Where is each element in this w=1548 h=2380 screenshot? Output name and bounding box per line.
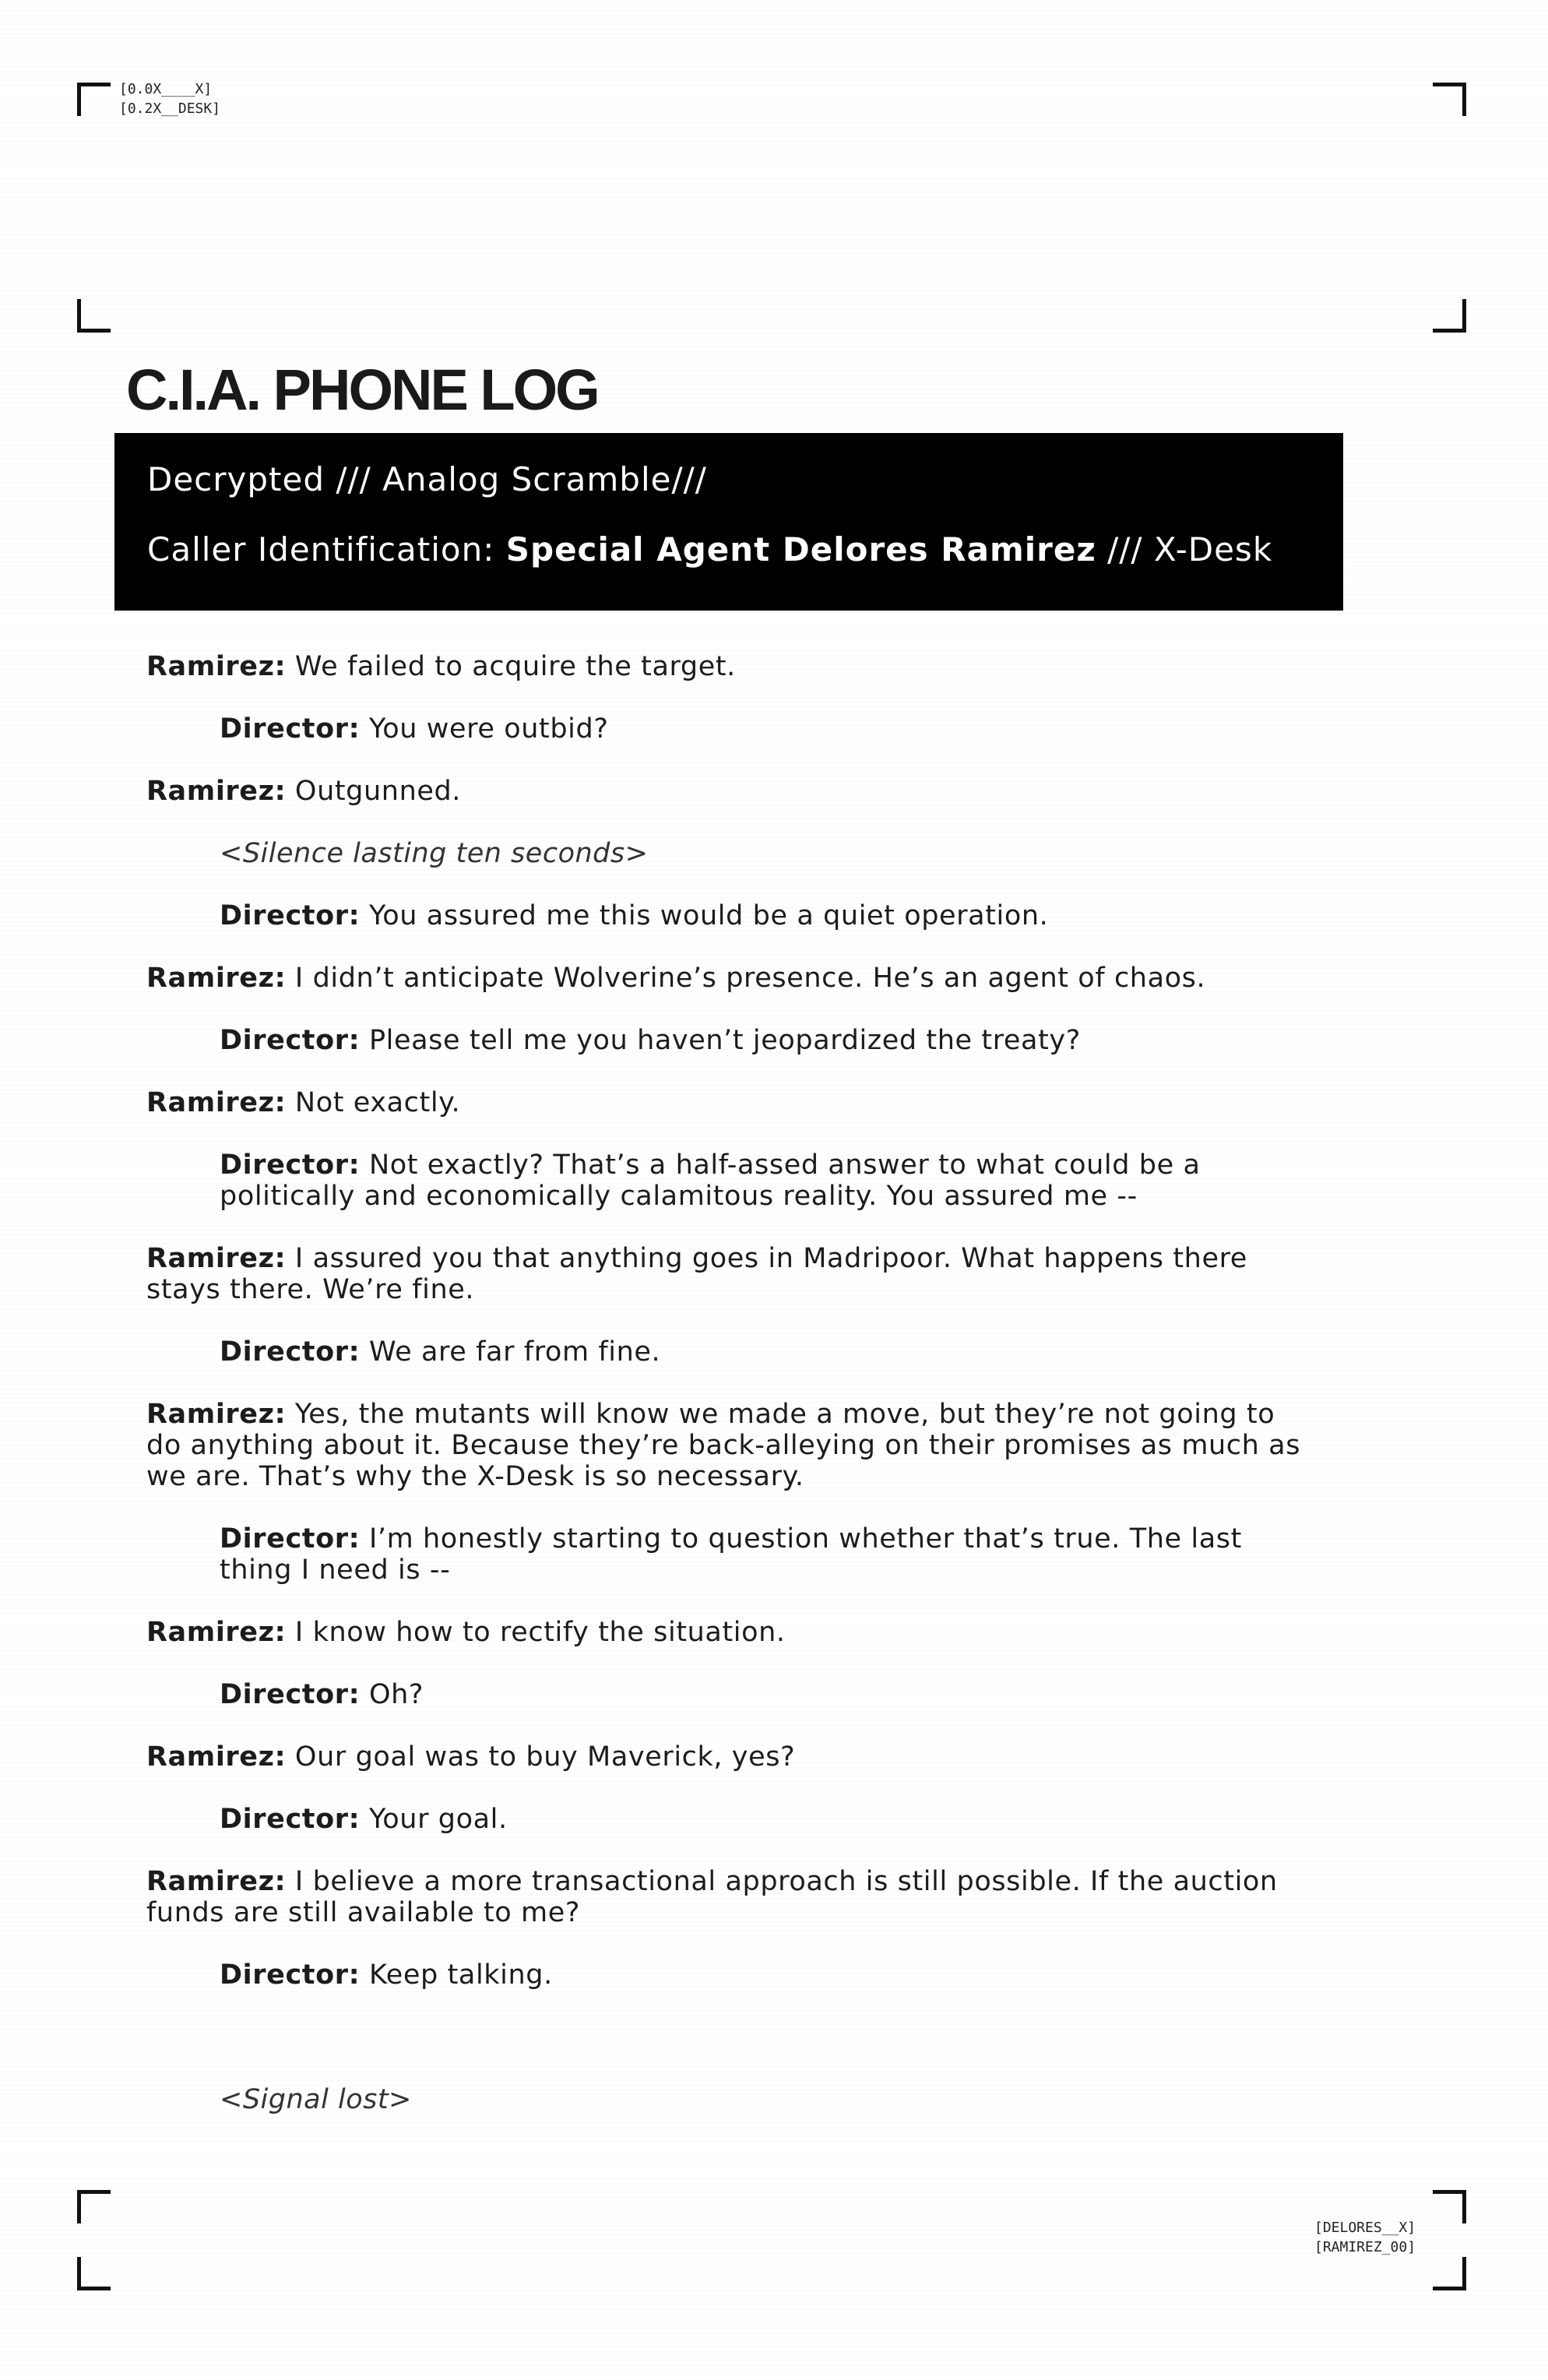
line-text: Not exactly? That’s a half-assed answer to what could be a politically and economically calamitous reality. You assured me --	[220, 1150, 1201, 1212]
corner-mark-bottom-right-lower	[1433, 2257, 1466, 2290]
speaker-label: Ramirez:	[146, 1617, 287, 1648]
transcript-line	[220, 1804, 1310, 1835]
transcript-line	[220, 1959, 1310, 1991]
speaker-label: Director:	[220, 1025, 361, 1056]
file-tag-line: [DELORES__X]	[1314, 2220, 1416, 2236]
speaker-label: Ramirez:	[146, 1741, 287, 1773]
transcript-line	[146, 651, 1314, 682]
line-text: Outgunned.	[286, 776, 462, 807]
caller-name: Special Agent Delores Ramirez	[505, 530, 1096, 569]
transcript-line	[146, 1741, 1314, 1773]
transcript-note: <Silence lasting ten seconds>	[220, 838, 649, 869]
speaker-label: Ramirez:	[146, 1866, 287, 1897]
line-text: Please tell me you haven’t jeopardized the treaty?	[360, 1025, 1081, 1056]
line-text: I’m honestly starting to question whether that’s true. The last thing I need is --	[220, 1523, 1242, 1586]
decryption-banner	[114, 433, 1343, 611]
transcript-line	[146, 963, 1314, 994]
transcript-line	[220, 900, 1310, 931]
line-text: I assured you that anything goes in Madripoor. What happens there stays there. We’re fine.	[146, 1243, 1247, 1305]
corner-mark-bottom-left-upper	[77, 2190, 111, 2223]
line-text: We failed to acquire the target.	[286, 651, 736, 682]
speaker-label: Director:	[220, 1150, 361, 1181]
line-text: Your goal.	[360, 1804, 508, 1835]
file-tag-line: [RAMIREZ_00]	[1314, 2239, 1416, 2255]
corner-mark-top-right-lower	[1433, 299, 1466, 333]
caller-label: Caller Identification:	[147, 530, 506, 569]
speaker-label: Director:	[220, 1679, 361, 1710]
transcript-note: <Signal lost>	[220, 2084, 412, 2115]
corner-mark-top-left-lower	[77, 299, 111, 333]
banner-caller-line	[147, 530, 1272, 569]
transcript-line	[220, 1336, 1310, 1368]
line-text: I know how to rectify the situation.	[286, 1617, 786, 1648]
speaker-label: Director:	[220, 1804, 361, 1835]
speaker-label: Ramirez:	[146, 776, 287, 807]
transcript-line	[146, 1087, 1314, 1118]
line-text: Keep talking.	[360, 1959, 553, 1991]
transcript-line	[220, 713, 1310, 745]
transcript-line	[220, 1150, 1310, 1212]
speaker-label: Director:	[220, 1523, 361, 1554]
page-title: C.I.A. PHONE LOG	[126, 357, 598, 422]
file-tag-line: [0.0X____X]	[119, 81, 213, 97]
transcript-line	[146, 1399, 1314, 1492]
speaker-label: Ramirez:	[146, 651, 287, 682]
speaker-label: Ramirez:	[146, 963, 287, 994]
line-text: Yes, the mutants will know we made a move, but they’re not going to do anything about it. Because they’re back-alleying on their promises as much as we are. That’s why the X-Desk is so necessary.	[146, 1399, 1301, 1492]
speaker-label: Director:	[220, 713, 361, 745]
line-text: We are far from fine.	[360, 1336, 661, 1368]
speaker-label: Ramirez:	[146, 1399, 287, 1430]
corner-mark-top-left-upper	[77, 83, 111, 116]
line-text: Not exactly.	[286, 1087, 461, 1118]
line-text: I believe a more transactional approach is still possible. If the auction funds are still available to me?	[146, 1866, 1278, 1928]
file-tag-bottom-right	[1314, 2218, 1416, 2257]
speaker-label: Ramirez:	[146, 1243, 287, 1274]
transcript-line	[146, 776, 1314, 807]
line-text: Our goal was to buy Maverick, yes?	[286, 1741, 796, 1773]
line-text: You assured me this would be a quiet operation.	[360, 900, 1049, 931]
line-text: You were outbid?	[360, 713, 609, 745]
speaker-label: Ramirez:	[146, 1087, 287, 1118]
transcript-line	[220, 1523, 1310, 1586]
transcript-line	[220, 1679, 1310, 1710]
caller-desk: /// X-Desk	[1096, 530, 1273, 569]
file-tag-top-left	[119, 79, 220, 118]
corner-mark-top-right-upper	[1433, 83, 1466, 116]
transcript-line	[146, 1617, 1314, 1648]
speaker-label: Director:	[220, 1336, 361, 1368]
file-tag-line: [0.2X__DESK]	[119, 100, 221, 117]
transcript-line	[146, 1866, 1314, 1928]
corner-mark-bottom-left-lower	[77, 2257, 111, 2290]
transcript-line	[146, 1243, 1314, 1305]
line-text: Oh?	[360, 1679, 424, 1710]
speaker-label: Director:	[220, 1959, 361, 1991]
speaker-label: Director:	[220, 900, 361, 931]
transcript-line	[220, 1025, 1310, 1056]
banner-decryption-line: Decrypted /// Analog Scramble///	[147, 460, 707, 498]
line-text: I didn’t anticipate Wolverine’s presence. He’s an agent of chaos.	[286, 963, 1206, 994]
corner-mark-bottom-right-upper	[1433, 2190, 1466, 2223]
